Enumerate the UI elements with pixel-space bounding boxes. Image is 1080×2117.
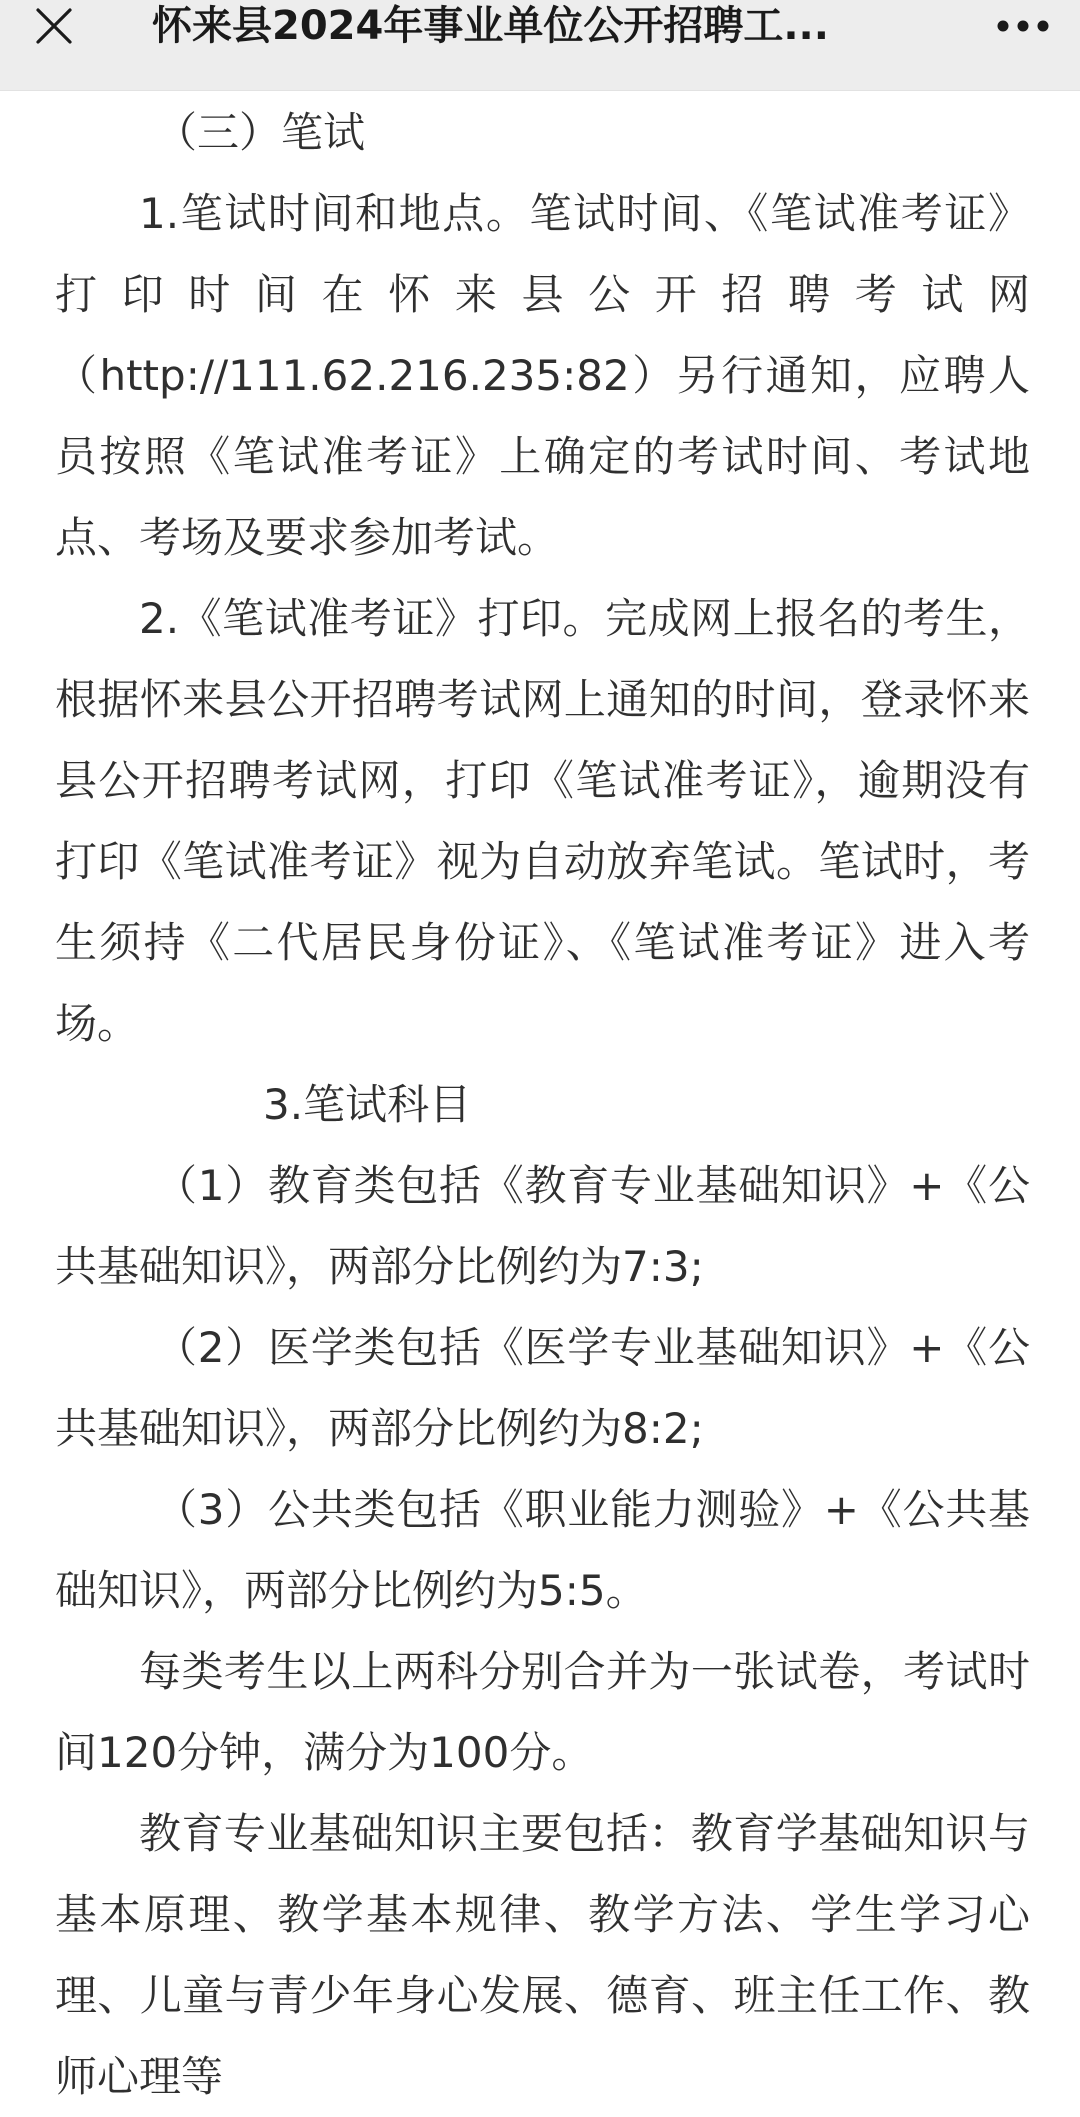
paragraph-admission-ticket: 2.《笔试准考证》打印。完成网上报名的考生，根据怀来县公开招聘考试网上通知的时间，登录怀来县公开招聘考试网，打印《笔试准考证》，逾期没有打印《笔试准考证》视为自动放弃笔试。笔试时，考生须持《二代居民身份证》、《笔试准考证》进入考场。	[55, 594, 1030, 1048]
close-icon	[34, 6, 74, 46]
paragraph-exam-duration: 每类考生以上两科分别合并为一张试卷，考试时间120分钟，满分为100分。	[55, 1647, 1030, 1777]
list-item-public: （3）公共类包括《职业能力测验》+《公共基础知识》，两部分比例约为5:5。	[55, 1485, 1030, 1615]
article-content	[55, 92, 1030, 2117]
page-title: 怀来县2024年事业单位公开招聘工...	[152, 3, 829, 49]
list-item-medical: （2）医学类包括《医学专业基础知识》+《公共基础知识》，两部分比例约为8:2;	[55, 1323, 1030, 1453]
close-button[interactable]	[28, 0, 80, 52]
subheading-exam-subjects: 3.笔试科目	[263, 1080, 472, 1129]
more-icon	[996, 19, 1050, 33]
top-navigation-bar	[0, 0, 1080, 91]
paragraph-education-knowledge: 教育专业基础知识主要包括：教育学基础知识与基本原理、教学基本规律、教学方法、学生学习心理、儿童与青少年身心发展、德育、班主任工作、教师心理等	[55, 1809, 1030, 2101]
paragraph-exam-time-location: 1.笔试时间和地点。笔试时间、《笔试准考证》打印时间在怀来县公开招聘考试网（http://111.62.216.235:82）另行通知，应聘人员按照《笔试准考证》上确定的考试时间、考试地点、考场及要求参加考试。	[55, 189, 1030, 562]
section-heading: （三）笔试	[155, 108, 366, 157]
more-options-button[interactable]	[988, 0, 1058, 52]
list-item-education: （1）教育类包括《教育专业基础知识》+《公共基础知识》，两部分比例约为7:3;	[55, 1161, 1030, 1291]
